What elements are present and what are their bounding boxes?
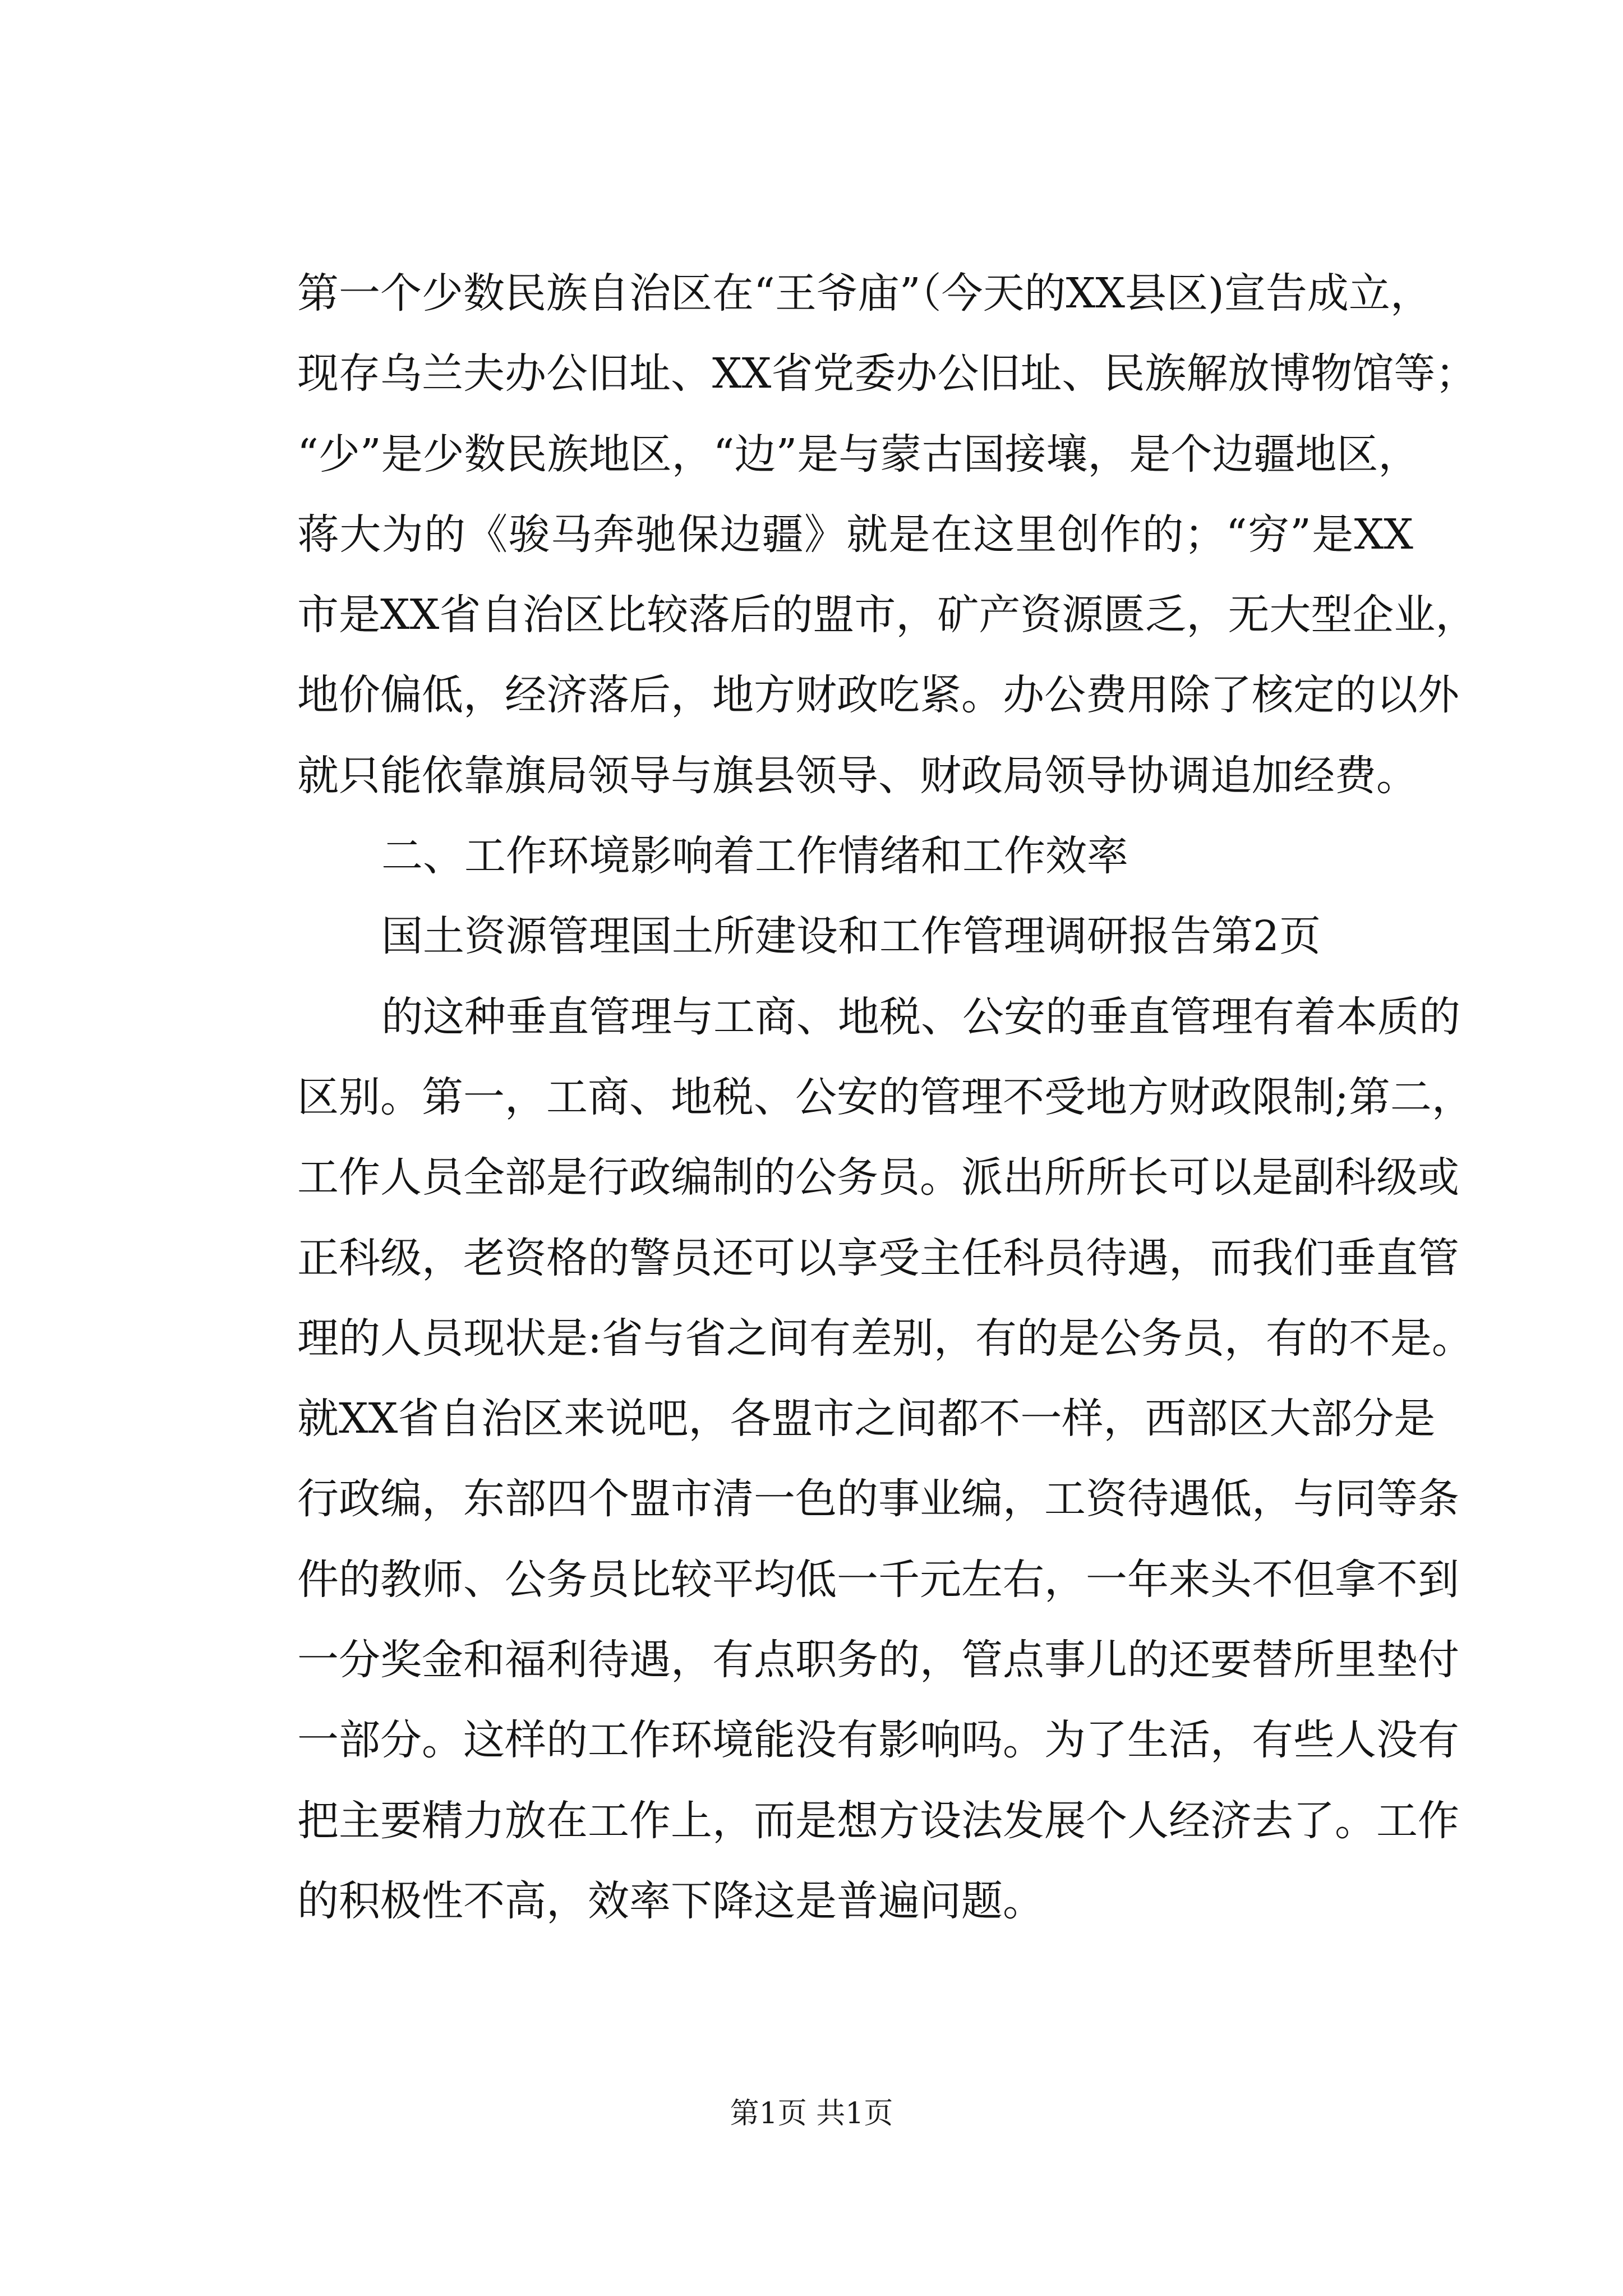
- text-line: 工作人员全部是行政编制的公务员。派出所所长可以是副科级或: [297, 1153, 1459, 1202]
- text-line: 行政编，东部四个盟市清一色的事业编，工资待遇低，与同等条: [297, 1475, 1459, 1524]
- text-line: 就XX省自治区来说吧，各盟市之间都不一样，西部区大部分是: [297, 1395, 1436, 1443]
- text-line: 就只能依靠旗局领导与旗县领导、财政局领导协调追加经费。: [297, 751, 1418, 800]
- text-line: 第一个少数民族自治区在“王爷庙”（今天的XX县区)宣告成立，: [297, 269, 1432, 318]
- report-page-marker: 国土资源管理国土所建设和工作管理调研报告第2页: [381, 912, 1321, 961]
- text-line: 的这种垂直管理与工商、地税、公安的垂直管理有着本质的: [381, 992, 1460, 1041]
- section-heading: 二、工作环境影响着工作情绪和工作效率: [381, 832, 1128, 881]
- text-line: 把主要精力放在工作上，而是想方设法发展个人经济去了。工作: [297, 1796, 1459, 1845]
- text-line: “少”是少数民族地区，“边”是与蒙古国接壤，是个边疆地区，: [297, 430, 1420, 478]
- text-line: 蒋大为的《骏马奔驰保边疆》就是在这里创作的；“穷”是XX: [297, 510, 1413, 559]
- text-line: 正科级，老资格的警员还可以享受主任科员待遇，而我们垂直管: [297, 1234, 1459, 1282]
- text-line: 区别。第一，工商、地税、公安的管理不受地方财政限制;第二，: [297, 1073, 1473, 1121]
- text-line: 件的教师、公务员比较平均低一千元左右，一年来头不但拿不到: [297, 1555, 1459, 1604]
- text-line: 一部分。这样的工作环境能没有影响吗。为了生活，有些人没有: [297, 1716, 1459, 1765]
- page-footer: 第1页 共1页: [730, 2097, 893, 2131]
- text-line: 一分奖金和福利待遇，有点职务的，管点事儿的还要替所里垫付: [297, 1636, 1459, 1685]
- text-line: 的积极性不高，效率下降这是普遍问题。: [297, 1876, 1044, 1925]
- text-line: 现存乌兰夫办公旧址、XX省党委办公旧址、民族解放博物馆等；: [297, 349, 1477, 398]
- text-line: 理的人员现状是:省与省之间有差别，有的是公务员，有的不是。: [297, 1314, 1473, 1363]
- document-body: [297, 254, 1477, 1941]
- text-line: 地价偏低，经济落后，地方财政吃紧。办公费用除了核定的以外: [297, 671, 1459, 720]
- text-line: 市是XX省自治区比较落后的盟市，矿产资源匮乏，无大型企业，: [297, 591, 1477, 639]
